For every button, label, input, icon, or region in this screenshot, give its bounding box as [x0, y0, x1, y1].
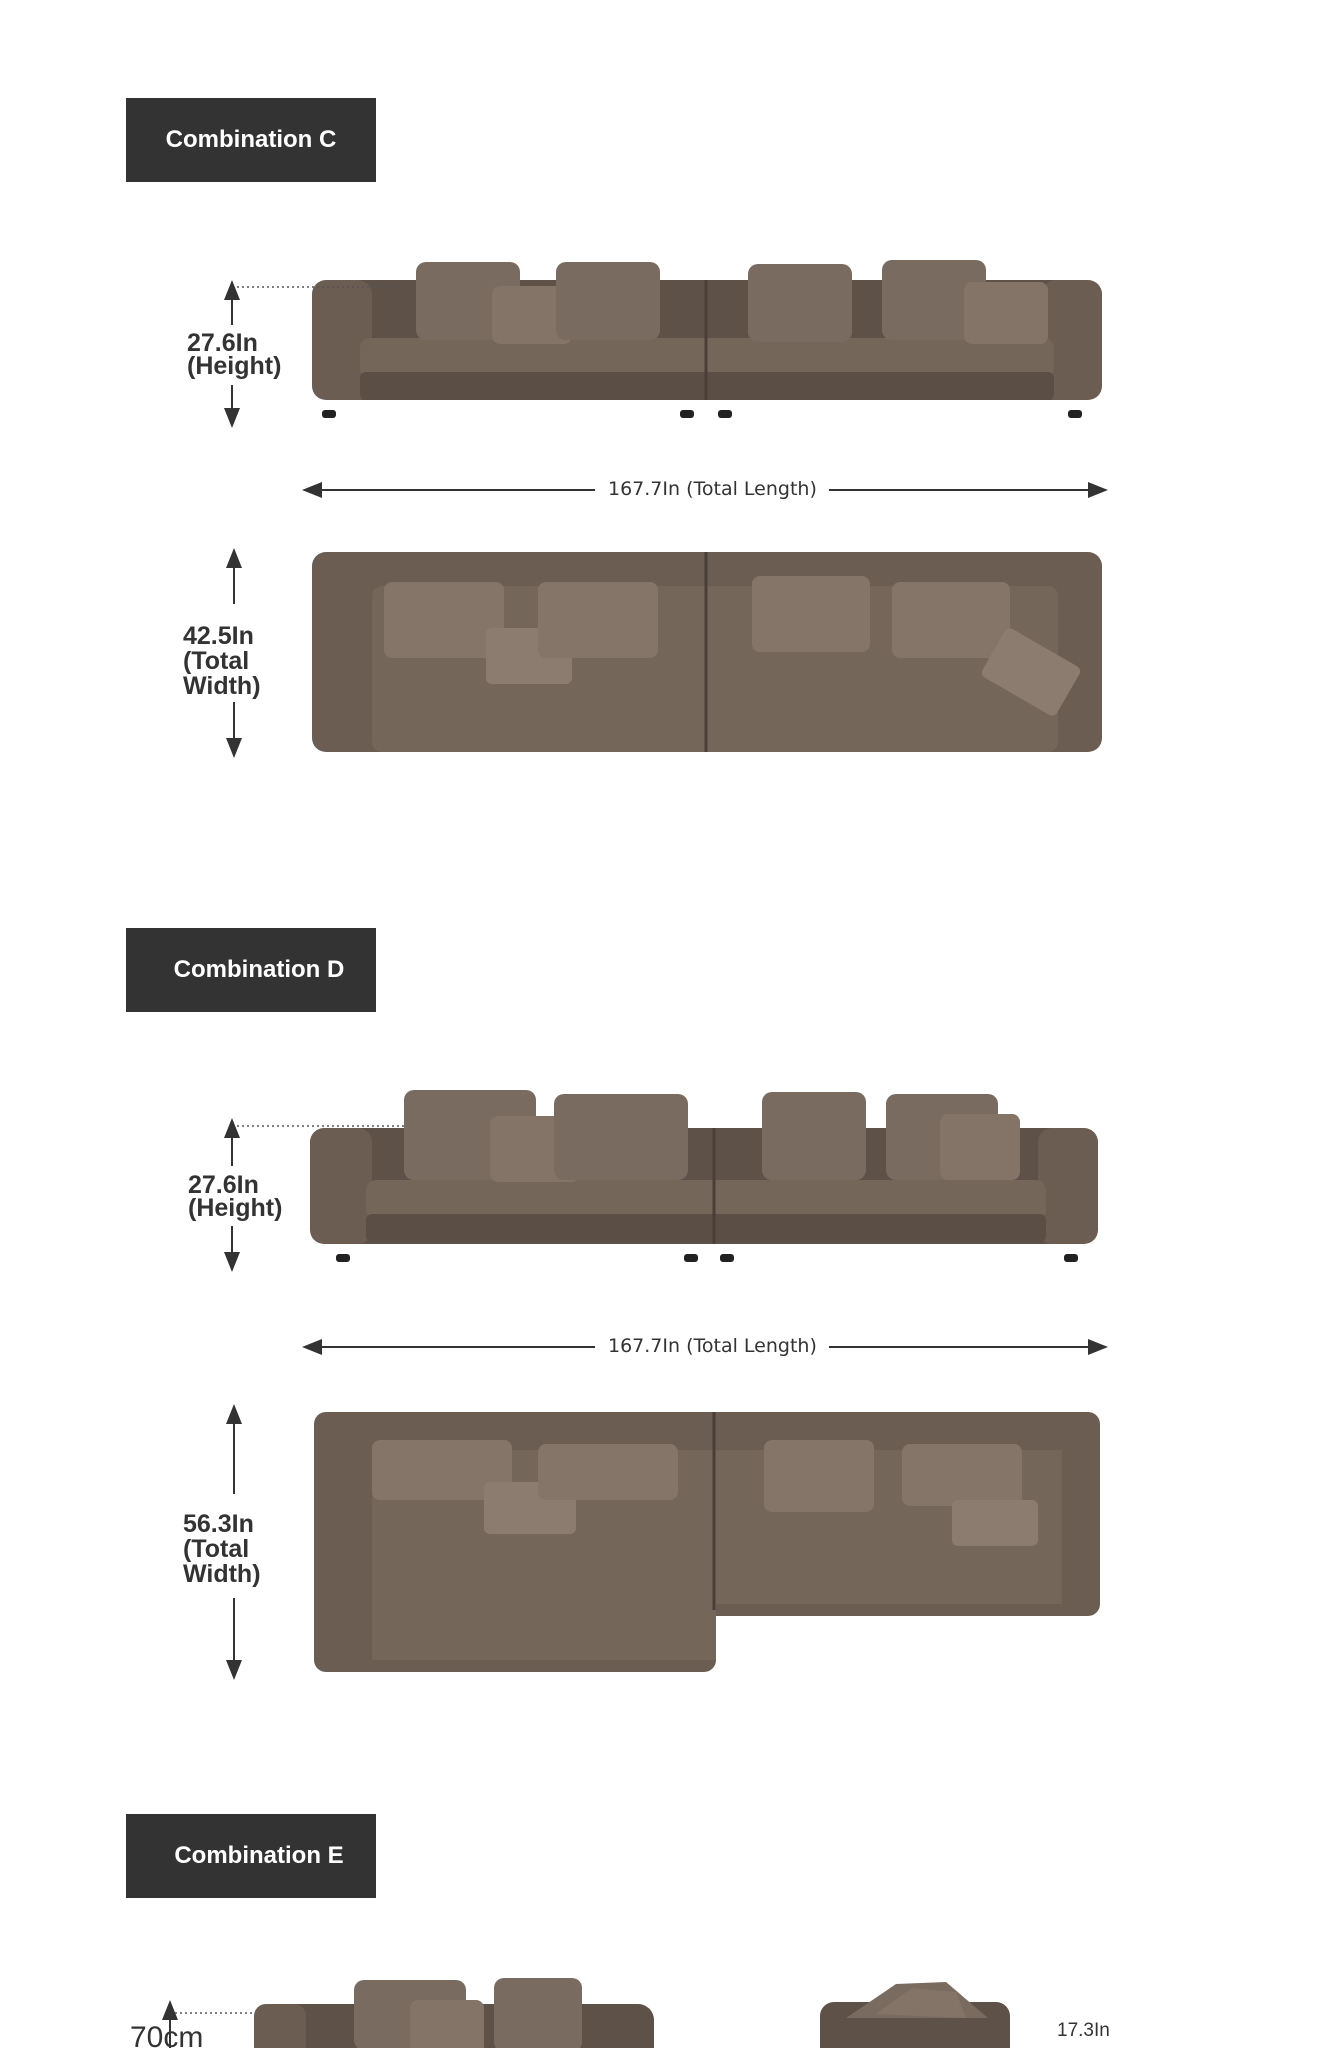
height-caption: (Height): [187, 351, 282, 380]
combination-e-height-label: [130, 2021, 204, 2054]
width-caption-1: (Total: [183, 1535, 250, 1563]
combination-c-height-label: [187, 329, 282, 380]
combination-d-length-label: 167.7In (Total Length): [596, 1335, 829, 1357]
combination-e-side-label: 17.3In: [1057, 2020, 1110, 2041]
combination-e-front-view-image: [250, 1978, 660, 2048]
combination-d-top-view-image: [312, 1410, 1102, 1674]
height-value: 27.6In: [188, 1171, 259, 1199]
width-caption-2: Width): [183, 1560, 261, 1588]
combination-d-title: Combination D: [126, 928, 376, 1012]
combination-c-title: Combination C: [126, 98, 376, 182]
combination-c-width-label: [183, 624, 261, 699]
width-caption-1: (Total: [183, 647, 250, 675]
combination-d-front-view-image: [300, 1088, 1110, 1268]
width-caption-2: Width): [183, 672, 261, 700]
combination-c-length-label: 167.7In (Total Length): [596, 478, 829, 500]
height-value: 70cm: [130, 2021, 204, 2054]
combination-d-width-label: [183, 1512, 261, 1587]
height-caption: (Height): [188, 1193, 283, 1222]
width-value: 42.5In: [183, 622, 254, 650]
width-value: 56.3In: [183, 1510, 254, 1538]
combination-e-side-view-image: [816, 1978, 1016, 2048]
combination-e-title: Combination E: [126, 1814, 376, 1898]
combination-d-height-label: [188, 1171, 283, 1222]
height-value: 27.6In: [187, 329, 258, 357]
